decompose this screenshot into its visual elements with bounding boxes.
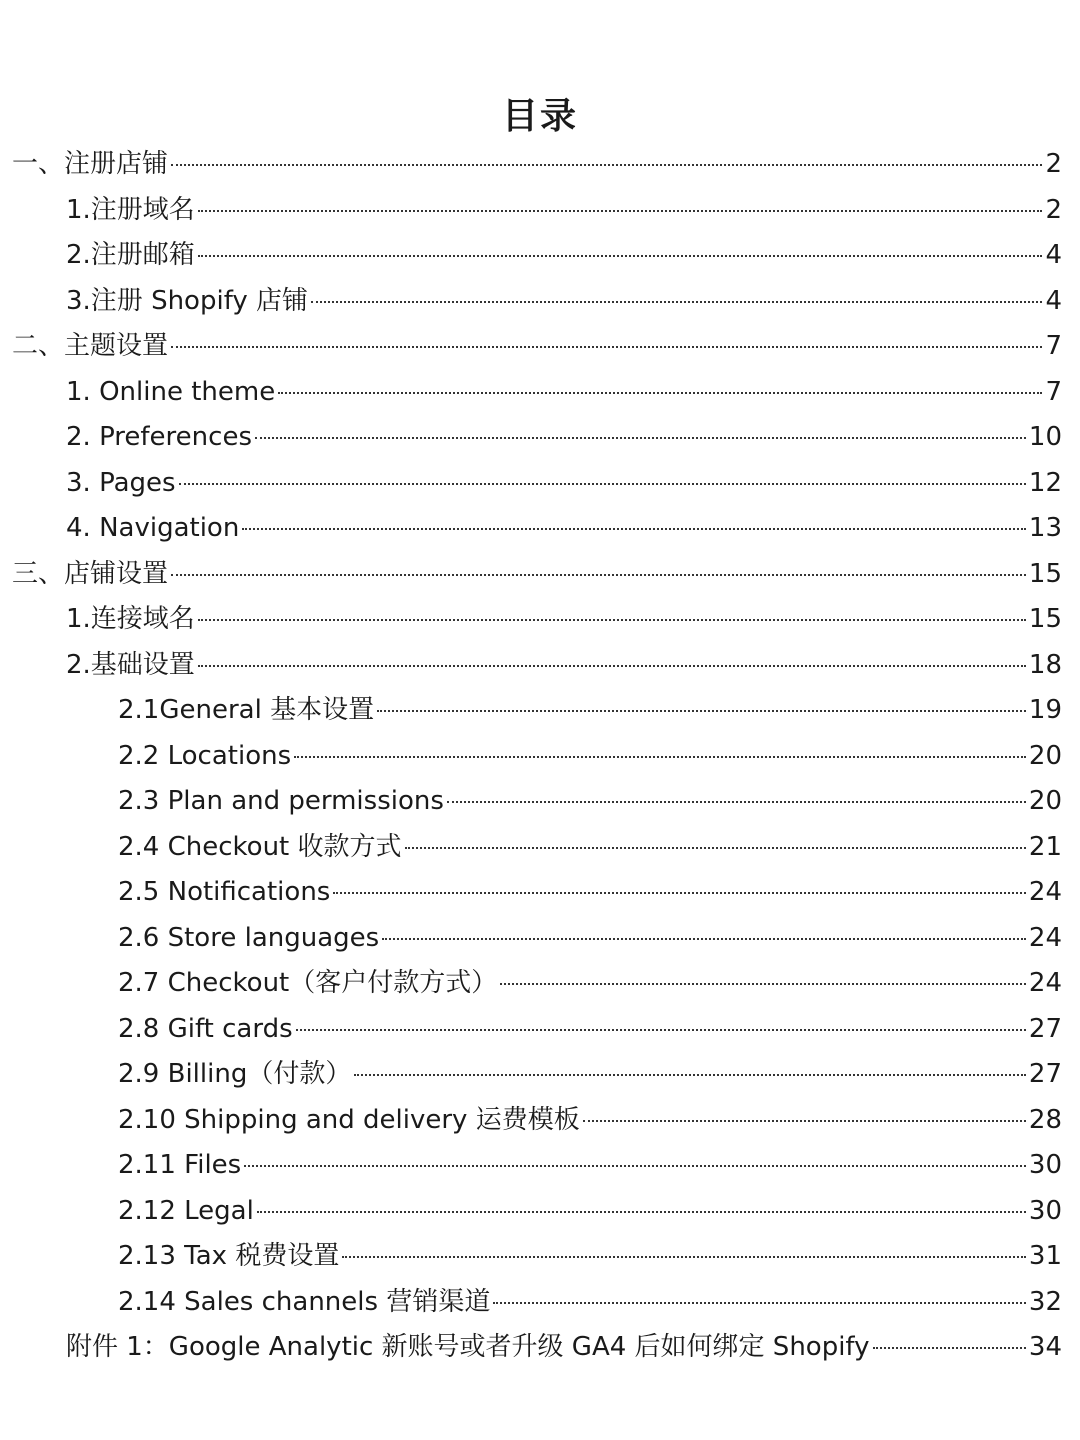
toc-entry[interactable] [0, 734, 1080, 780]
toc-entry[interactable] [0, 552, 1080, 598]
toc-entry-label: 2.1General 基本设置 [118, 695, 375, 725]
toc-entry-page-number: 24 [1028, 877, 1062, 907]
toc-entry[interactable] [0, 506, 1080, 552]
toc-entry-page-number: 21 [1028, 831, 1062, 862]
toc-entry-label: 1. Online theme [66, 376, 276, 407]
toc-entry[interactable] [0, 597, 1080, 643]
toc-entry-label: 2.4 Checkout 收款方式 [118, 831, 402, 862]
toc-entry[interactable] [0, 1280, 1080, 1326]
dot-leader [311, 301, 1042, 303]
toc-entry-label: 2.2 Locations [118, 740, 292, 771]
toc-entry[interactable] [0, 142, 1080, 188]
toc-entry-page-number: 27 [1028, 1013, 1062, 1044]
toc-entry[interactable] [0, 688, 1080, 734]
dot-leader [873, 1347, 1026, 1349]
toc-entry-label: 2.12 Legal [118, 1195, 254, 1226]
toc-entry[interactable] [0, 1052, 1080, 1098]
toc-entry-page-number: 7 [1045, 376, 1062, 407]
dot-leader [447, 801, 1026, 803]
dot-leader [493, 1302, 1026, 1304]
toc-entry[interactable] [0, 643, 1080, 689]
toc-entry-label: 2.5 Notifications [118, 877, 331, 907]
toc-entry-page-number: 7 [1045, 331, 1062, 361]
dot-leader [354, 1074, 1026, 1076]
toc-entry[interactable] [0, 1143, 1080, 1189]
toc-entry-page-number: 30 [1028, 1195, 1062, 1226]
toc-entry-label: 3. Pages [66, 467, 176, 498]
toc-entry[interactable] [0, 870, 1080, 916]
toc-entry[interactable] [0, 370, 1080, 416]
toc-entry[interactable] [0, 1234, 1080, 1280]
toc-entry[interactable] [0, 324, 1080, 370]
toc-entry-label: 2.6 Store languages [118, 922, 380, 953]
toc-entry[interactable] [0, 779, 1080, 825]
dot-leader [198, 665, 1026, 667]
toc-entry-label: 4. Navigation [66, 513, 240, 543]
dot-leader [244, 1165, 1026, 1167]
toc-entry-label: 2.14 Sales channels 营销渠道 [118, 1286, 491, 1317]
toc-entry-page-number: 15 [1028, 604, 1062, 634]
toc-entry-label: 2.9 Billing（付款） [118, 1059, 352, 1089]
dot-leader [198, 255, 1043, 257]
toc-entry-page-number: 30 [1028, 1150, 1062, 1180]
toc-entry-page-number: 15 [1028, 558, 1062, 589]
dot-leader [333, 892, 1026, 894]
toc-entry-page-number: 4 [1045, 285, 1062, 316]
toc-entry[interactable] [0, 1007, 1080, 1053]
toc-list [0, 142, 1080, 1371]
toc-entry-page-number: 19 [1028, 695, 1062, 725]
toc-entry[interactable] [0, 233, 1080, 279]
dot-leader [198, 619, 1026, 621]
toc-entry-label: 2.注册邮箱 [66, 240, 195, 270]
toc-entry-label: 2.13 Tax 税费设置 [118, 1241, 340, 1271]
toc-entry-page-number: 32 [1028, 1286, 1062, 1317]
toc-entry-page-number: 24 [1028, 968, 1062, 998]
toc-entry-page-number: 20 [1028, 786, 1062, 816]
toc-entry-label: 一、注册店铺 [12, 149, 169, 179]
toc-entry-label: 2.8 Gift cards [118, 1013, 293, 1044]
toc-entry[interactable] [0, 1098, 1080, 1144]
toc-entry-label: 3.注册 Shopify 店铺 [66, 285, 309, 316]
dot-leader [377, 710, 1026, 712]
toc-entry-page-number: 24 [1028, 922, 1062, 953]
dot-leader [382, 938, 1026, 940]
toc-entry-page-number: 34 [1028, 1332, 1062, 1362]
toc-entry-label: 2.基础设置 [66, 649, 195, 680]
toc-entry-page-number: 4 [1045, 240, 1062, 270]
dot-leader [179, 483, 1026, 485]
toc-entry-label: 2.10 Shipping and delivery 运费模板 [118, 1104, 580, 1135]
toc-title: 目录 [501, 96, 578, 137]
dot-leader [296, 1029, 1026, 1031]
toc-entry-label: 2.3 Plan and permissions [118, 786, 444, 816]
dot-leader [171, 574, 1026, 576]
toc-entry[interactable] [0, 1325, 1080, 1371]
dot-leader [255, 437, 1026, 439]
dot-leader [171, 164, 1042, 166]
toc-entry[interactable] [0, 825, 1080, 871]
toc-entry-page-number: 10 [1028, 422, 1062, 452]
toc-entry-label: 2. Preferences [66, 422, 252, 452]
toc-entry[interactable] [0, 961, 1080, 1007]
dot-leader [342, 1256, 1026, 1258]
dot-leader [257, 1211, 1026, 1213]
dot-leader [583, 1120, 1026, 1122]
toc-entry-page-number: 31 [1028, 1241, 1062, 1271]
toc-entry-page-number: 12 [1028, 467, 1062, 498]
toc-entry-page-number: 2 [1045, 149, 1062, 179]
toc-entry-label: 附件 1：Google Analytic 新账号或者升级 GA4 后如何绑定 Shopify [66, 1332, 870, 1362]
toc-entry[interactable] [0, 916, 1080, 962]
toc-entry-page-number: 20 [1028, 740, 1062, 771]
dot-leader [171, 346, 1042, 348]
toc-entry-label: 三、店铺设置 [12, 558, 169, 589]
toc-entry-label: 1.注册域名 [66, 194, 195, 225]
toc-entry[interactable] [0, 188, 1080, 234]
dot-leader [500, 983, 1026, 985]
toc-entry[interactable] [0, 461, 1080, 507]
dot-leader [198, 210, 1043, 212]
toc-entry[interactable] [0, 415, 1080, 461]
dot-leader [242, 528, 1026, 530]
toc-entry-page-number: 18 [1028, 649, 1062, 680]
toc-entry-label: 2.7 Checkout（客户付款方式） [118, 968, 498, 998]
dot-leader [278, 392, 1042, 394]
toc-entry-page-number: 28 [1028, 1104, 1062, 1135]
toc-entry-label: 1.连接域名 [66, 604, 195, 634]
toc-entry-page-number: 2 [1045, 194, 1062, 225]
dot-leader [294, 756, 1026, 758]
toc-entry-label: 二、主题设置 [12, 331, 169, 361]
toc-entry-page-number: 13 [1028, 513, 1062, 543]
toc-entry[interactable] [0, 279, 1080, 325]
toc-entry[interactable] [0, 1189, 1080, 1235]
toc-entry-label: 2.11 Files [118, 1150, 242, 1180]
toc-entry-page-number: 27 [1028, 1059, 1062, 1089]
dot-leader [405, 847, 1026, 849]
